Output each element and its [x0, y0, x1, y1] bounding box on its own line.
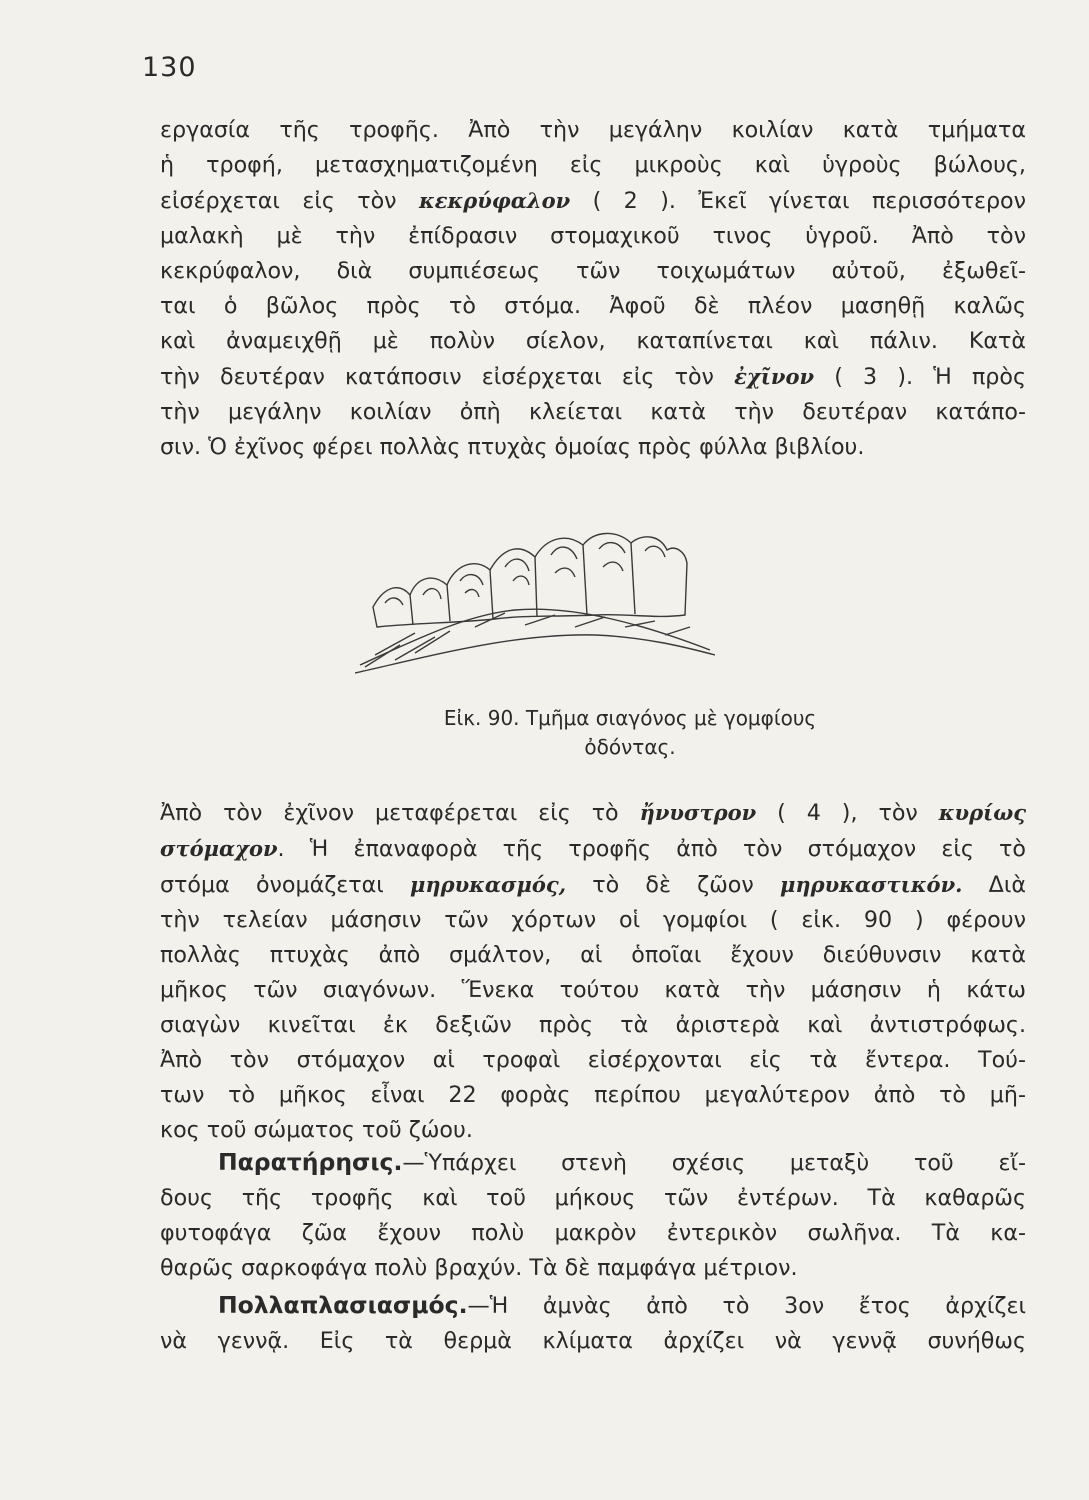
text-line: θαρῶς σαρκοφάγα πολὺ βραχύν. Τὰ δὲ παμφάγα μέτριον.	[160, 1255, 798, 1281]
text-line: τὴν τελείαν μάσησιν τῶν χόρτων οἱ γομφίοι ( εἰκ. 90 ) φέρουν	[160, 907, 1026, 933]
text-line: Πολλαπλασιασμός.—Ἡ ἀμνὰς ἀπὸ τὸ 3ον ἔτος ἀρχίζει	[218, 1291, 1026, 1319]
term-kyrios: κυρίως	[938, 800, 1026, 825]
paragraph-digestion	[160, 113, 1026, 465]
text-line: στόμαχον. Ἡ ἐπαναφορὰ τῆς τροφῆς ἀπὸ τὸν στόμαχον εἰς τὸ	[160, 836, 1026, 862]
caption-line: ὀδόντας.	[584, 735, 676, 759]
text-line: καὶ ἀναμειχθῇ μὲ πολὺν σίελον, καταπίνεται καὶ πάλιν. Κατὰ	[160, 328, 1026, 354]
text-line: μαλακὴ μὲ τὴν ἐπίδρασιν στομαχικοῦ τινος ὑγροῦ. Ἀπὸ τὸν	[160, 223, 1026, 249]
text-line: τὴν μεγάλην κοιλίαν ὀπὴ κλείεται κατὰ τὴν δευτέραν κατάπο-	[160, 399, 1026, 425]
text-line: μῆκος τῶν σιαγόνων. Ἕνεκα τούτου κατὰ τὴν μάσησιν ἡ κάτω	[160, 977, 1026, 1003]
text-line: Ἀπὸ τὸν ἐχῖνον μεταφέρεται εἰς τὸ ἤνυστρον ( 4 ), τὸν κυρίως	[160, 800, 1026, 826]
jaw-molars-drawing	[355, 515, 715, 685]
term-kekryfalon: κεκρύφαλον	[418, 188, 571, 213]
figure-caption	[440, 704, 820, 762]
term-merykastikon: μηρυκαστικόν.	[779, 872, 963, 897]
text-line: κεκρύφαλον, διὰ συμπιέσεως τῶν τοιχωμάτων αὐτοῦ, ἐξωθεῖ-	[160, 258, 1026, 284]
text-line: πολλὰς πτυχὰς ἀπὸ σμάλτον, αἱ ὁποῖαι ἔχουν διεύθυνσιν κατὰ	[160, 942, 1026, 968]
term-enystron: ἤνυστρον	[639, 800, 757, 825]
term-stomachos: στόμαχον	[160, 836, 278, 861]
paragraph-rumination	[160, 795, 1026, 1148]
text-line: δους τῆς τροφῆς καὶ τοῦ μήκους τῶν ἐντέρων. Τὰ καθαρῶς	[160, 1185, 1026, 1211]
text-line: κος τοῦ σώματος τοῦ ζώου.	[160, 1117, 473, 1143]
term-echinos: ἐχῖνον	[734, 364, 815, 389]
caption-line: Εἰκ. 90. Τμῆμα σιαγόνος μὲ γομφίους	[443, 706, 817, 730]
page-number: 130	[142, 52, 197, 83]
term-merykasmos: μηρυκασμός,	[409, 872, 567, 897]
heading-reproduction: Πολλαπλασιασμός.	[218, 1291, 468, 1319]
text-line: εἰσέρχεται εἰς τὸν κεκρύφαλον ( 2 ). Ἐκεῖ γίνεται περισσότερον	[160, 188, 1026, 214]
heading-observation: Παρατήρησις.	[218, 1148, 403, 1176]
text-line: τὴν δευτέραν κατάποσιν εἰσέρχεται εἰς τὸν ἐχῖνον ( 3 ). Ἡ πρὸς	[160, 364, 1026, 390]
text-line: νὰ γεννᾷ. Εἰς τὰ θερμὰ κλίματα ἀρχίζει νὰ γεννᾷ συνήθως	[160, 1328, 1026, 1354]
text-line: ἡ τροφή, μετασχηματιζομένη εἰς μικροὺς καὶ ὑγροὺς βώλους,	[160, 152, 1026, 178]
text-line: ται ὁ βῶλος πρὸς τὸ στόμα. Ἀφοῦ δὲ πλέον μασηθῇ καλῶς	[160, 293, 1026, 319]
text-line: Ἀπὸ τὸν στόμαχον αἱ τροφαὶ εἰσέρχονται εἰς τὰ ἔντερα. Τού-	[160, 1047, 1026, 1073]
jaw-illustration	[355, 515, 715, 685]
paragraph-reproduction	[160, 1288, 1026, 1359]
text-line: σιν. Ὁ ἐχῖνος φέρει πολλὰς πτυχὰς ὁμοίας πρὸς φύλλα βιβλίου.	[160, 434, 865, 460]
text-line: Παρατήρησις.—Ὑπάρχει στενὴ σχέσις μεταξὺ τοῦ εἴ-	[218, 1148, 1026, 1176]
text-line: εργασία τῆς τροφῆς. Ἀπὸ τὴν μεγάλην κοιλίαν κατὰ τμήματα	[160, 117, 1026, 143]
text-line: σιαγὼν κινεῖται ἐκ δεξιῶν πρὸς τὰ ἀριστερὰ καὶ ἀντιστρόφως.	[160, 1012, 1026, 1038]
paragraph-observation	[160, 1145, 1026, 1286]
text-line: φυτοφάγα ζῶα ἔχουν πολὺ μακρὸν ἐντερικὸν σωλῆνα. Τὰ κα-	[160, 1220, 1026, 1246]
text-line: στόμα ὀνομάζεται μηρυκασμός, τὸ δὲ ζῶον μηρυκαστικόν. Διὰ	[160, 872, 1026, 898]
text-line: των τὸ μῆκος εἶναι 22 φορὰς περίπου μεγαλύτερον ἀπὸ τὸ μῆ-	[160, 1082, 1026, 1108]
